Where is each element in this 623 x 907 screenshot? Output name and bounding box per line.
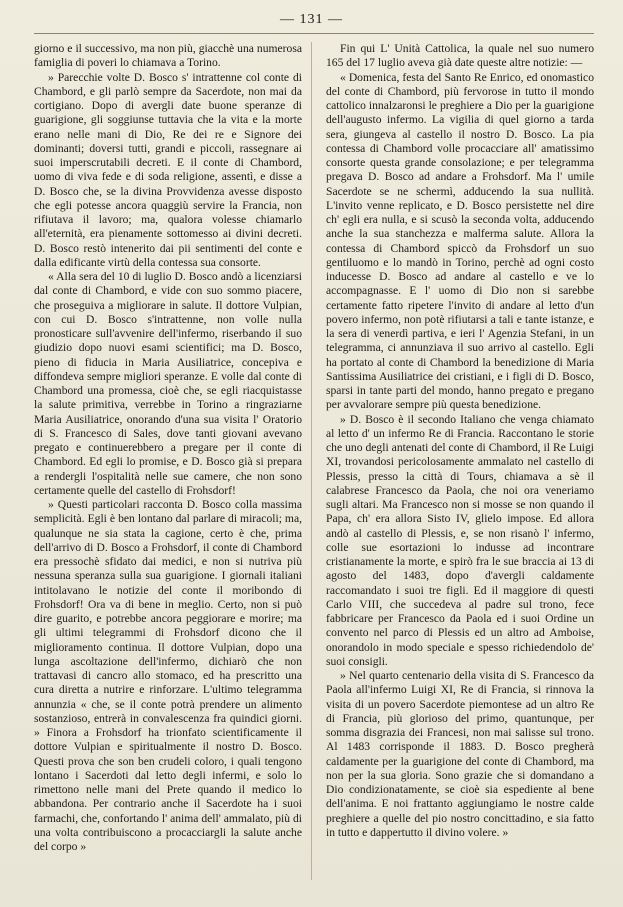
- paragraph: « Domenica, festa del Santo Re Enrico, ed onomastico del conte di Chambord, più fervorose in tutto il mondo cattolico innalzaronsi le preghiere a Dio per la guarigione dell'augusto infermo. La vigilia di quel giorno a tarda sera, giungeva al castello il nostro D. Bosco. La pia contessa di Chambord volle procacciare all' amatissimo consorte questa grande consolazione; e per telegramma pregava D. Bosco ad andare a Frohsdorf. Ma l' umile Sacerdote se ne schermì, adducendo la sua nullità. L'invito venne replicato, e D. Bosco persistette nel dire ch' egli era nulla, e si scusò la seconda volta, adducendo anche la sua stanchezza e malferma salute. Allora la contessa di Chambord spiccò da Frohsdorf un suo gentiluomo e lo mandò in Torino, perchè ad ogni costo inducesse D. Bosco ad andare al castello e ve lo accompagnasse. E l' uomo di Dio non si sarebbe certamente fatto ripetere l'invito di andare al letto d'un povero infermo, non potè rifiutarsi a tali e tante istanze, e la sera di venerdì partiva, e ieri l' Agenzia Stefani, in un telegramma, ci annunziava il suo arrivo al castello. Egli ha portato al conte di Chambord la benedizione di Maria Santissima Ausiliatrice dei cristiani, e i figli di D. Bosco, sparsi in tante parti del mondo, hanno pregato e pregano per avvalorare sempre più questa benedizione.: [326, 70, 594, 412]
- paragraph: giorno e il successivo, ma non più, giacchè una numerosa famiglia di poveri lo chiamava a Torino.: [34, 42, 302, 70]
- left-column: [34, 42, 302, 854]
- paragraph: Fin qui L' Unità Cattolica, la quale nel suo numero 165 del 17 luglio aveva già date queste altre notizie: —: [326, 42, 594, 70]
- page-number: — 131 —: [280, 12, 343, 27]
- paragraph: » Questi particolari racconta D. Bosco colla massima semplicità. Egli è ben lontano dal parlare di miracoli; ma, qualunque ne sia stata la cagione, certo è che, prima dell'arrivo di D. Bosco a Frohsdorf, il conte di Chambord era pressochè sfidato dai medici, e non si nutriva più nessuna speranza sulla sua guarigione. I giornali italiani intitolavano le notizie del conte il moribondo di Frohsdorf! Ora va di bene in meglio. Certo, non si può dire guarito, e potrebbe ancora peggiorare e morire; ma gli ultimi telegrammi di Frohsdorf dicono che il miglioramento continua. Il dottore Vulpian, dopo una lunga ascoltazione dell'infermo, dichiarò che non trattavasi di cancro allo stomaco, ed ha prescritto una cura diretta a nutrire e rinforzare. L'ultimo telegramma annunzia « che, se il conte potrà prendere un alimento sostanzioso, entrerà in convalescenza fra quindici giorni. » Finora a Frohsdorf ha trionfato scientificamente il dottore Vulpian e spiritualmente il nostro D. Bosco. Questi prova che son ben crudeli coloro, i quali tengono lontano i Sacerdoti dal letto degli infermi, e solo lo rimettono nelle mani del Prete quando il medico lo abbandona. Per contrario anche il Sacerdote ha i suoi farmachi, che, confortando l' anima dell' ammalato, più di una volta contribuiscono a procacciargli la salute anche del corpo »: [34, 498, 302, 853]
- column-divider: [311, 42, 312, 880]
- paragraph: » Parecchie volte D. Bosco s' intrattenne col conte di Chambord, e gli parlò sempre da Sacerdote, non mai da cortigiano. Dopo di avergli date buone speranze di guarigione, gli soggiunse tuttavia che la vita e la morte erano nelle mani di Dio, Re dei re e Signore dei dominanti; doversi tutti, grandi e piccoli, rassegnare ai suoi imperscrutabili decreti. E il conte di Chambord, uomo di viva fede e di soda religione, assentì, e disse a D. Bosco che, se la divina Provvidenza avesse disposto che egli potesse ancora quaggiù servire la Francia, non rifiutava il lavoro; ma, qualora volesse chiamarlo all'eternità, era pienamente sottomesso ai divini decreti. D. Bosco restò intenerito dai pii sentimenti del conte e dalla edificante virtù della contessa sua consorte.: [34, 70, 302, 269]
- paragraph: » D. Bosco è il secondo Italiano che venga chiamato al letto d' un infermo Re di Francia. Raccontano le storie che uno degli antenati del conte di Chambord, il Re Luigi XI, trovandosi pericolosamente ammalato nel castello di Plessis, presso la città di Tours, chiamava a sè il calabrese Francesco da Paola, che noi ora veneriamo sugli altari. Ma Francesco non si mosse se non quando il Papa, ch' era allora Sisto IV, glielo impose. Ed allora andò al castello di Plessis, e, se non risanò l' infermo, colle sue esortazioni lo indusse ad incontrare cristianamente la morte, e spirò fra le sue braccia ai 13 di agosto del 1483, dopo d'avergli caldamente raccomandato i suoi tre figli. Ed il maggiore di questi Carlo VIII, che succedeva al padre sul trono, fece fabbricare per Francesco da Paola ed i suoi Ordine un convento nel parco di Plessis ed un altro ad Amboise, onorandolo in modo speciale e spesso richiedendolo de' suoi consigli.: [326, 412, 594, 668]
- right-column: [326, 42, 594, 840]
- paragraph: » Nel quarto centenario della visita di S. Francesco da Paola all'infermo Luigi XI, Re di Francia, si rinnova la visita di un povero Sacerdote piemontese ad un altro Re di Francia, più glorioso del primo, quantunque, per somma disgrazia dei Francesi, non mai salisse sul trono. Al 1483 corrisponde il 1883. D. Bosco pregherà caldamente per la guarigione del conte di Chambord, ma non per la sua gloria. Sono grazie che si domandano a Dio condizionatamente, se cioè sia espediente al bene dell'anima. E noi frattanto aggiungiamo le nostre calde preghiere a quelle del pio nostro concittadino, e sia fatto in tutto e dappertutto il divino volere. »: [326, 669, 594, 839]
- header-rule: [34, 33, 594, 34]
- paragraph: « Alla sera del 10 di luglio D. Bosco andò a licenziarsi dal conte di Chambord, e vide con suo sommo piacere, che proseguiva a migliorare in salute. Il dottore Vulpian, con cui D. Bosco s'intrattenne, non volle nulla pronosticare sull'avvenire dell'infermo, riserbando il suo giudizio dopo nuovi esami scientifici; ma D. Bosco, pieno di fiducia in Maria Ausiliatrice, concepiva e diffondeva sempre migliori speranze. E volle dal conte di Chambord una promessa, cioè che, se egli riacquistasse la salute primitiva, verrebbe in Torino a ringraziarne Maria Ausiliatrice, onorando d'una sua visita l' Oratorio di S. Francesco di Sales, dove tanti giovani avevano pregato e continuerebbero a pregare per il conte di Chambord. Ed egli lo promise, e D. Bosco già si prepara a rendergli l'ospitalità nelle sue camere, che non sono certamente quelle del castello di Frohsdorf!: [34, 270, 302, 497]
